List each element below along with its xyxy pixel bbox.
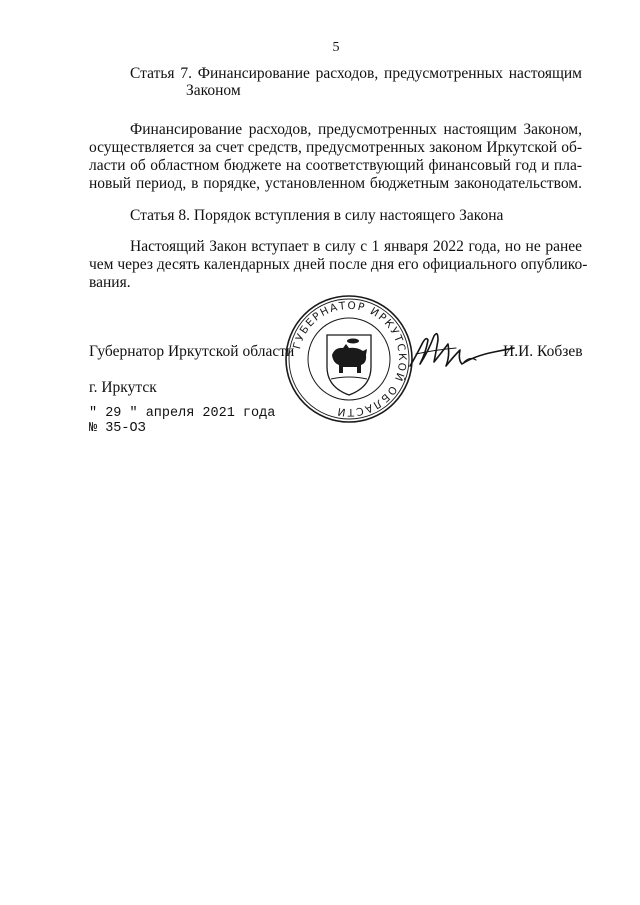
article8-paragraph-line: вания.	[89, 274, 131, 291]
article8-paragraph-line: Настоящий Закон вступает в силу с 1 января 2022 года, но не ранее	[130, 238, 582, 255]
law-date: " 29 " апреля 2021 года	[89, 406, 276, 421]
article8-paragraph-line: чем через десять календарных дней после дня его официального опублико-	[89, 256, 588, 273]
article7-heading-line1: Статья 7. Финансирование расходов, предусмотренных настоящим	[130, 65, 582, 82]
babr-figure	[332, 344, 367, 373]
article8-heading: Статья 8. Порядок вступления в силу настоящего Закона	[130, 207, 504, 224]
article7-paragraph-line: новый период, в порядке, установленном бюджетным законодательством.	[89, 175, 582, 192]
article7-heading-line2: Законом	[186, 82, 241, 99]
governor-name: И.И. Кобзев	[503, 343, 583, 360]
article7-paragraph-line: ласти об областном бюджете на соответствующий финансовый год и пла-	[89, 157, 582, 174]
handwritten-signature	[404, 326, 516, 376]
law-number: № 35-ОЗ	[89, 421, 146, 436]
article7-paragraph-line: Финансирование расходов, предусмотренных настоящим Законом,	[130, 121, 582, 138]
article7-paragraph-line: осуществляется за счет средств, предусмотренных законом Иркутской об-	[89, 139, 582, 156]
city: г. Иркутск	[89, 379, 157, 396]
governor-title: Губернатор Иркутской области	[89, 343, 295, 360]
page-number: 5	[332, 40, 340, 55]
svg-text:ГУБЕРНАТОР ИРКУТСКОЙ ОБЛАСТИ: ГУБЕРНАТОР ИРКУТСКОЙ ОБЛАСТИ	[291, 299, 409, 419]
official-seal	[283, 293, 415, 425]
